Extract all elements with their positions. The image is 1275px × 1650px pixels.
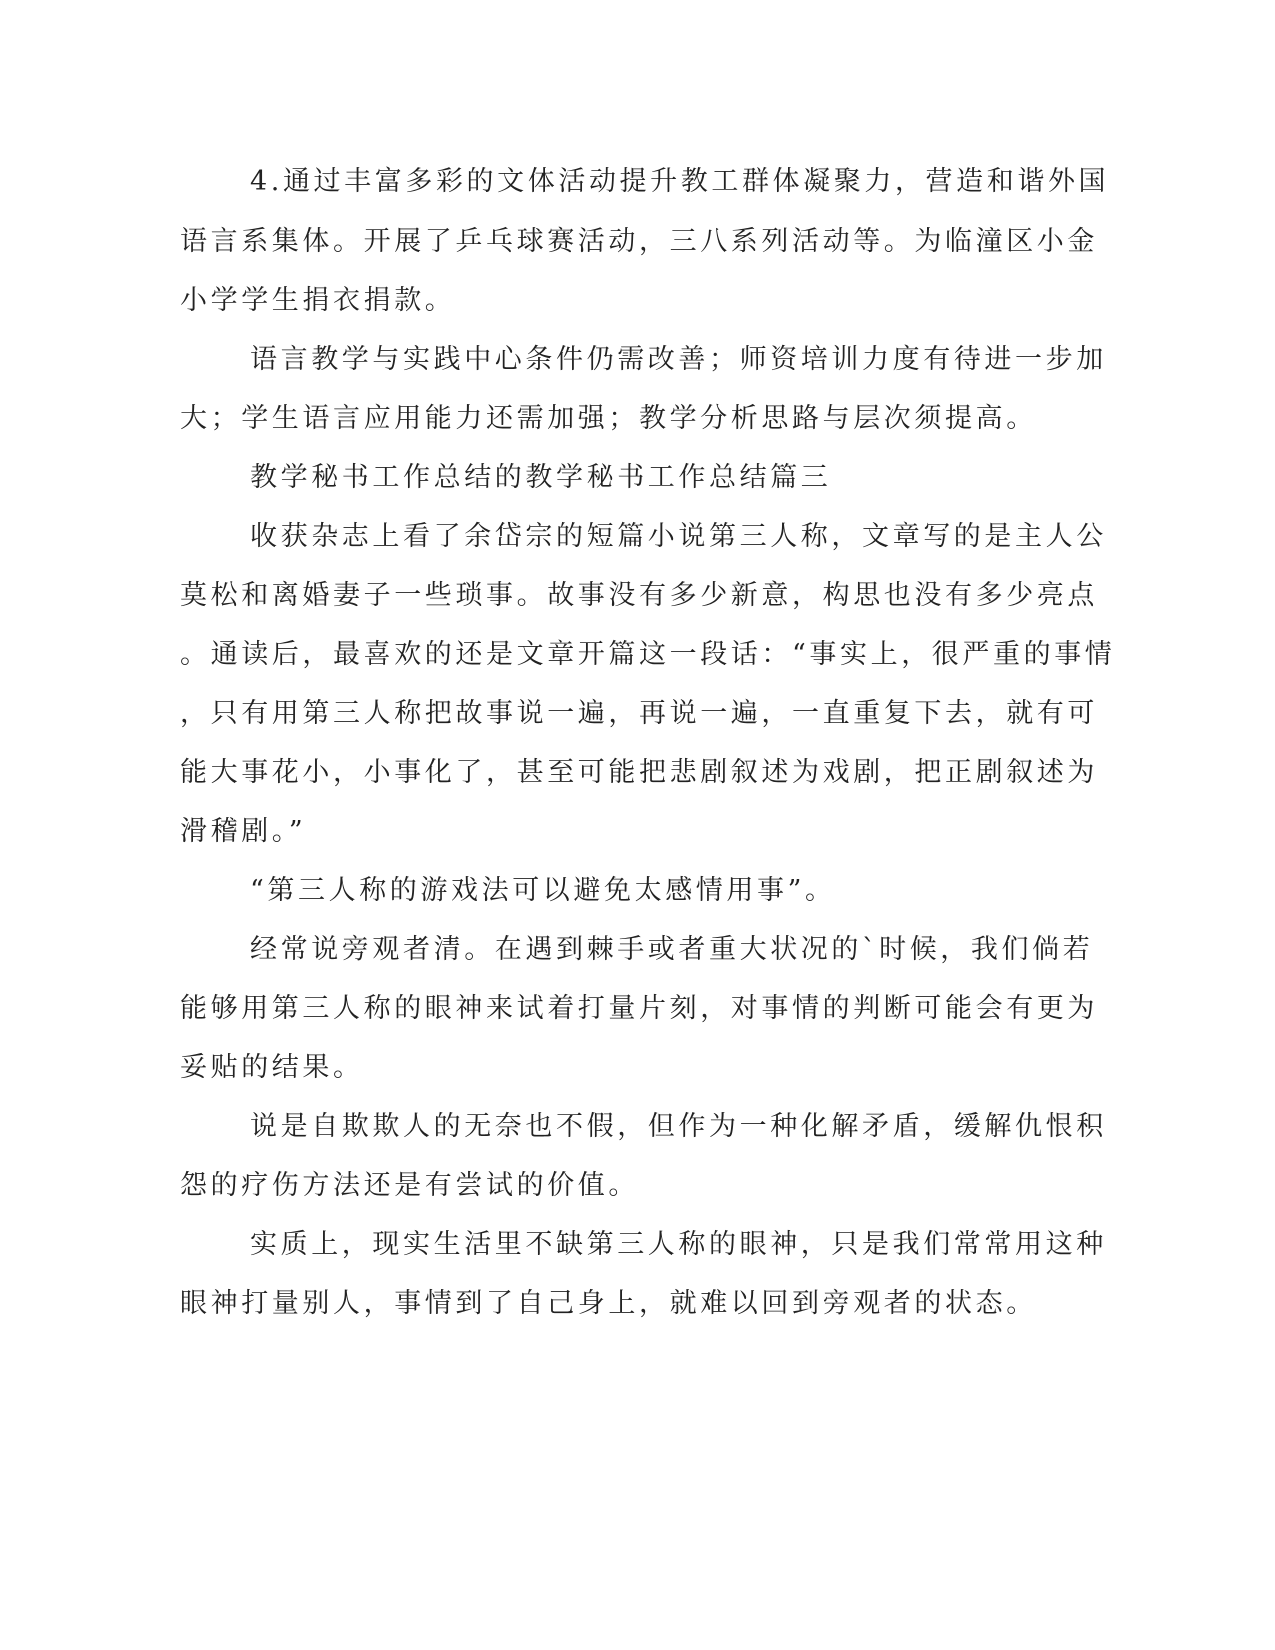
text-line: 说是自欺欺人的无奈也不假，但作为一种化解矛盾，缓解仇恨积 [250, 1111, 1107, 1142]
text-line: 4.通过丰富多彩的文体活动提升教工群体凝聚力，营造和谐外国 [250, 166, 1110, 197]
text-line: 实质上，现实生活里不缺第三人称的眼神，只是我们常常用这种 [250, 1229, 1107, 1260]
text-line: ，只有用第三人称把故事说一遍，再说一遍，一直重复下去，就有可 [180, 698, 1098, 729]
text-line: 莫松和离婚妻子一些琐事。故事没有多少新意，构思也没有多少亮点 [180, 580, 1098, 611]
text-line: 眼神打量别人，事情到了自己身上，就难以回到旁观者的状态。 [180, 1288, 1037, 1319]
text-line: 语言系集体。开展了乒乓球赛活动，三八系列活动等。为临潼区小金 [180, 226, 1098, 257]
text-line: 能够用第三人称的眼神来试着打量片刻，对事情的判断可能会有更为 [180, 993, 1098, 1024]
text-line: 语言教学与实践中心条件仍需改善；师资培训力度有待进一步加 [250, 344, 1107, 375]
text-line: “第三人称的游戏法可以避免太感情用事”。 [250, 875, 836, 906]
text-line: 能大事花小，小事化了，甚至可能把悲剧叙述为戏剧，把正剧叙述为 [180, 757, 1098, 788]
section-heading: 教学秘书工作总结的教学秘书工作总结篇三 [250, 462, 832, 493]
text-line: 。通读后，最喜欢的还是文章开篇这一段话：“事实上，很严重的事情 [180, 639, 1116, 670]
text-line: 小学学生捐衣捐款。 [180, 285, 456, 316]
text-line: 怨的疗伤方法还是有尝试的价值。 [180, 1170, 639, 1201]
text-line: 经常说旁观者清。在遇到棘手或者重大状况的`时候，我们倘若 [250, 934, 1094, 965]
text-line: 大；学生语言应用能力还需加强；教学分析思路与层次须提高。 [180, 403, 1037, 434]
text-line: 妥贴的结果。 [180, 1052, 364, 1083]
text-line: 收获杂志上看了余岱宗的短篇小说第三人称，文章写的是主人公 [250, 521, 1107, 552]
text-line: 滑稽剧。” [180, 816, 307, 847]
